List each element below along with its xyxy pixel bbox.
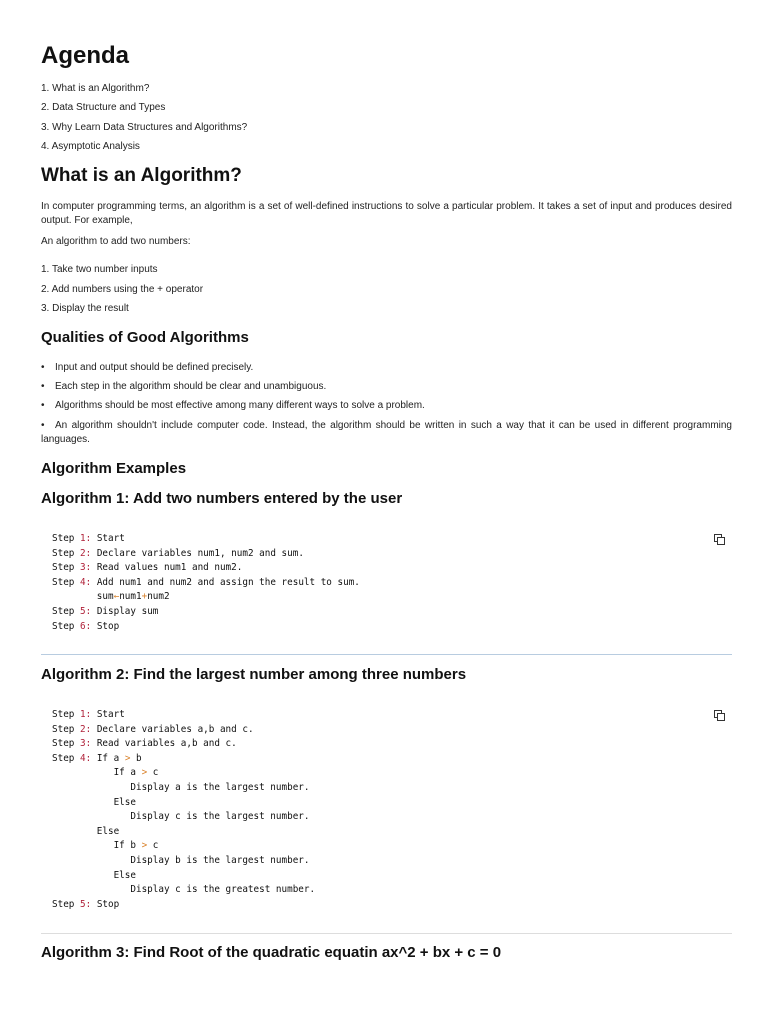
copy-icon[interactable]: [714, 534, 725, 544]
step-number: 5: [80, 605, 86, 617]
code-line: [52, 869, 315, 884]
code-keyword: Step: [52, 533, 80, 544]
algorithm-1-heading: Algorithm 1: Add two numbers entered by the user: [41, 490, 403, 507]
code-text: Else: [113, 869, 136, 881]
intro-paragraph: In computer programming terms, an algorithm is a set of well-defined instructions to solve a particular problem. It takes a set of input and produces desired output. For example,: [41, 201, 732, 226]
code-text: : Start: [85, 533, 125, 544]
code-keyword: Step: [52, 620, 80, 632]
agenda-item-1: 1. What is an Algorithm?: [41, 83, 150, 94]
code-line: [52, 839, 315, 854]
code-text: : Start: [85, 709, 125, 720]
example-step-2: 2. Add numbers using the + operator: [41, 284, 204, 295]
bullet-icon: •: [41, 381, 45, 392]
bullet-icon: •: [41, 400, 45, 411]
algorithm-2-code: [52, 708, 315, 912]
code-line: [52, 605, 360, 620]
code-line: [52, 752, 315, 767]
code-keyword: Step: [52, 723, 80, 735]
step-number: 6: [80, 620, 86, 632]
step-number: 3: [80, 738, 86, 750]
step-number: 4: [80, 752, 86, 764]
page-title: Agenda: [41, 42, 130, 69]
bullet-icon: •: [41, 362, 45, 373]
code-text: sum←num1+num2: [96, 591, 170, 603]
examples-heading: Algorithm Examples: [41, 460, 187, 477]
code-text: Display b is the largest number.: [130, 854, 310, 866]
code-keyword: [52, 870, 114, 881]
code-text: If b > c: [113, 840, 159, 852]
code-line: [52, 796, 315, 811]
code-line: [52, 883, 315, 898]
code-keyword: Step: [52, 738, 80, 750]
example-label: An algorithm to add two numbers:: [41, 236, 191, 247]
code-keyword: [52, 782, 130, 793]
code-keyword: Step: [52, 562, 80, 574]
divider: [41, 654, 732, 655]
quality-item: • An algorithm shouldn't include computer code. Instead, the algorithm should be written in such a way that it can be used in different programming languages.: [41, 420, 732, 445]
code-text: Else: [113, 796, 136, 808]
algorithm-3-heading: Algorithm 3: Find Root of the quadratic equatin ax^2 + bx + c = 0: [41, 944, 502, 961]
code-text: : Declare variables num1, num2 and sum.: [85, 547, 304, 559]
code-text: Display c is the greatest number.: [130, 884, 316, 896]
code-keyword: [52, 840, 114, 851]
code-line: [52, 547, 360, 562]
step-number: 4: [80, 576, 86, 588]
code-text: : Stop: [85, 620, 120, 632]
qualities-heading: Qualities of Good Algorithms: [41, 329, 249, 346]
step-number: 5: [80, 898, 86, 910]
code-line: [52, 898, 315, 913]
section-heading-algorithm: What is an Algorithm?: [41, 165, 242, 186]
step-number: 2: [80, 723, 86, 735]
code-line: [52, 590, 360, 605]
code-text: Display a is the largest number.: [130, 781, 310, 793]
code-line: [52, 781, 315, 796]
code-keyword: [52, 855, 130, 866]
example-step-3: 3. Display the result: [41, 303, 129, 314]
code-keyword: Step: [52, 576, 80, 588]
quality-item: • Algorithms should be most effective among many different ways to solve a problem.: [41, 400, 425, 411]
quality-item: • Input and output should be defined precisely.: [41, 362, 254, 373]
code-text: : Declare variables a,b and c.: [85, 723, 254, 735]
code-text: : Read values num1 and num2.: [85, 562, 243, 574]
quality-item: • Each step in the algorithm should be clear and unambiguous.: [41, 381, 327, 392]
algorithm-2-heading: Algorithm 2: Find the largest number among three numbers: [41, 666, 467, 683]
step-number: 1: [80, 533, 86, 544]
code-keyword: [52, 811, 130, 822]
example-step-1: 1. Take two number inputs: [41, 264, 158, 275]
code-keyword: Step: [52, 709, 80, 720]
step-number: 1: [80, 709, 86, 720]
code-keyword: [52, 591, 97, 602]
code-line: [52, 708, 315, 723]
code-keyword: Step: [52, 898, 80, 910]
agenda-item-2: 2. Data Structure and Types: [41, 102, 166, 113]
code-line: [52, 723, 315, 738]
agenda-item-4: 4. Asymptotic Analysis: [41, 141, 140, 152]
code-text: : Display sum: [85, 605, 159, 617]
bullet-icon: •: [41, 420, 45, 431]
code-text: : Stop: [85, 898, 120, 910]
code-keyword: Step: [52, 605, 80, 617]
code-keyword: [52, 826, 97, 837]
step-number: 2: [80, 547, 86, 559]
code-text: Else: [96, 825, 120, 837]
code-line: [52, 576, 360, 591]
code-text: : If a > b: [85, 752, 142, 764]
agenda-item-3: 3. Why Learn Data Structures and Algorithms?: [41, 122, 248, 133]
code-keyword: Step: [52, 752, 80, 764]
code-keyword: Step: [52, 547, 80, 559]
step-number: 3: [80, 562, 86, 574]
code-line: [52, 620, 360, 635]
code-line: [52, 737, 315, 752]
algorithm-1-code: [52, 532, 360, 634]
code-line: [52, 825, 315, 840]
code-text: : Read variables a,b and c.: [85, 738, 237, 750]
code-text: If a > c: [113, 767, 159, 779]
copy-icon[interactable]: [714, 710, 725, 720]
code-keyword: [52, 797, 114, 808]
code-keyword: [52, 767, 114, 778]
code-line: [52, 854, 315, 869]
divider: [41, 933, 732, 934]
code-text: : Add num1 and num2 and assign the result to sum.: [85, 576, 360, 588]
code-line: [52, 766, 315, 781]
code-line: [52, 561, 360, 576]
code-line: [52, 532, 360, 547]
code-line: [52, 810, 315, 825]
code-text: Display c is the largest number.: [130, 811, 310, 823]
code-keyword: [52, 884, 130, 895]
